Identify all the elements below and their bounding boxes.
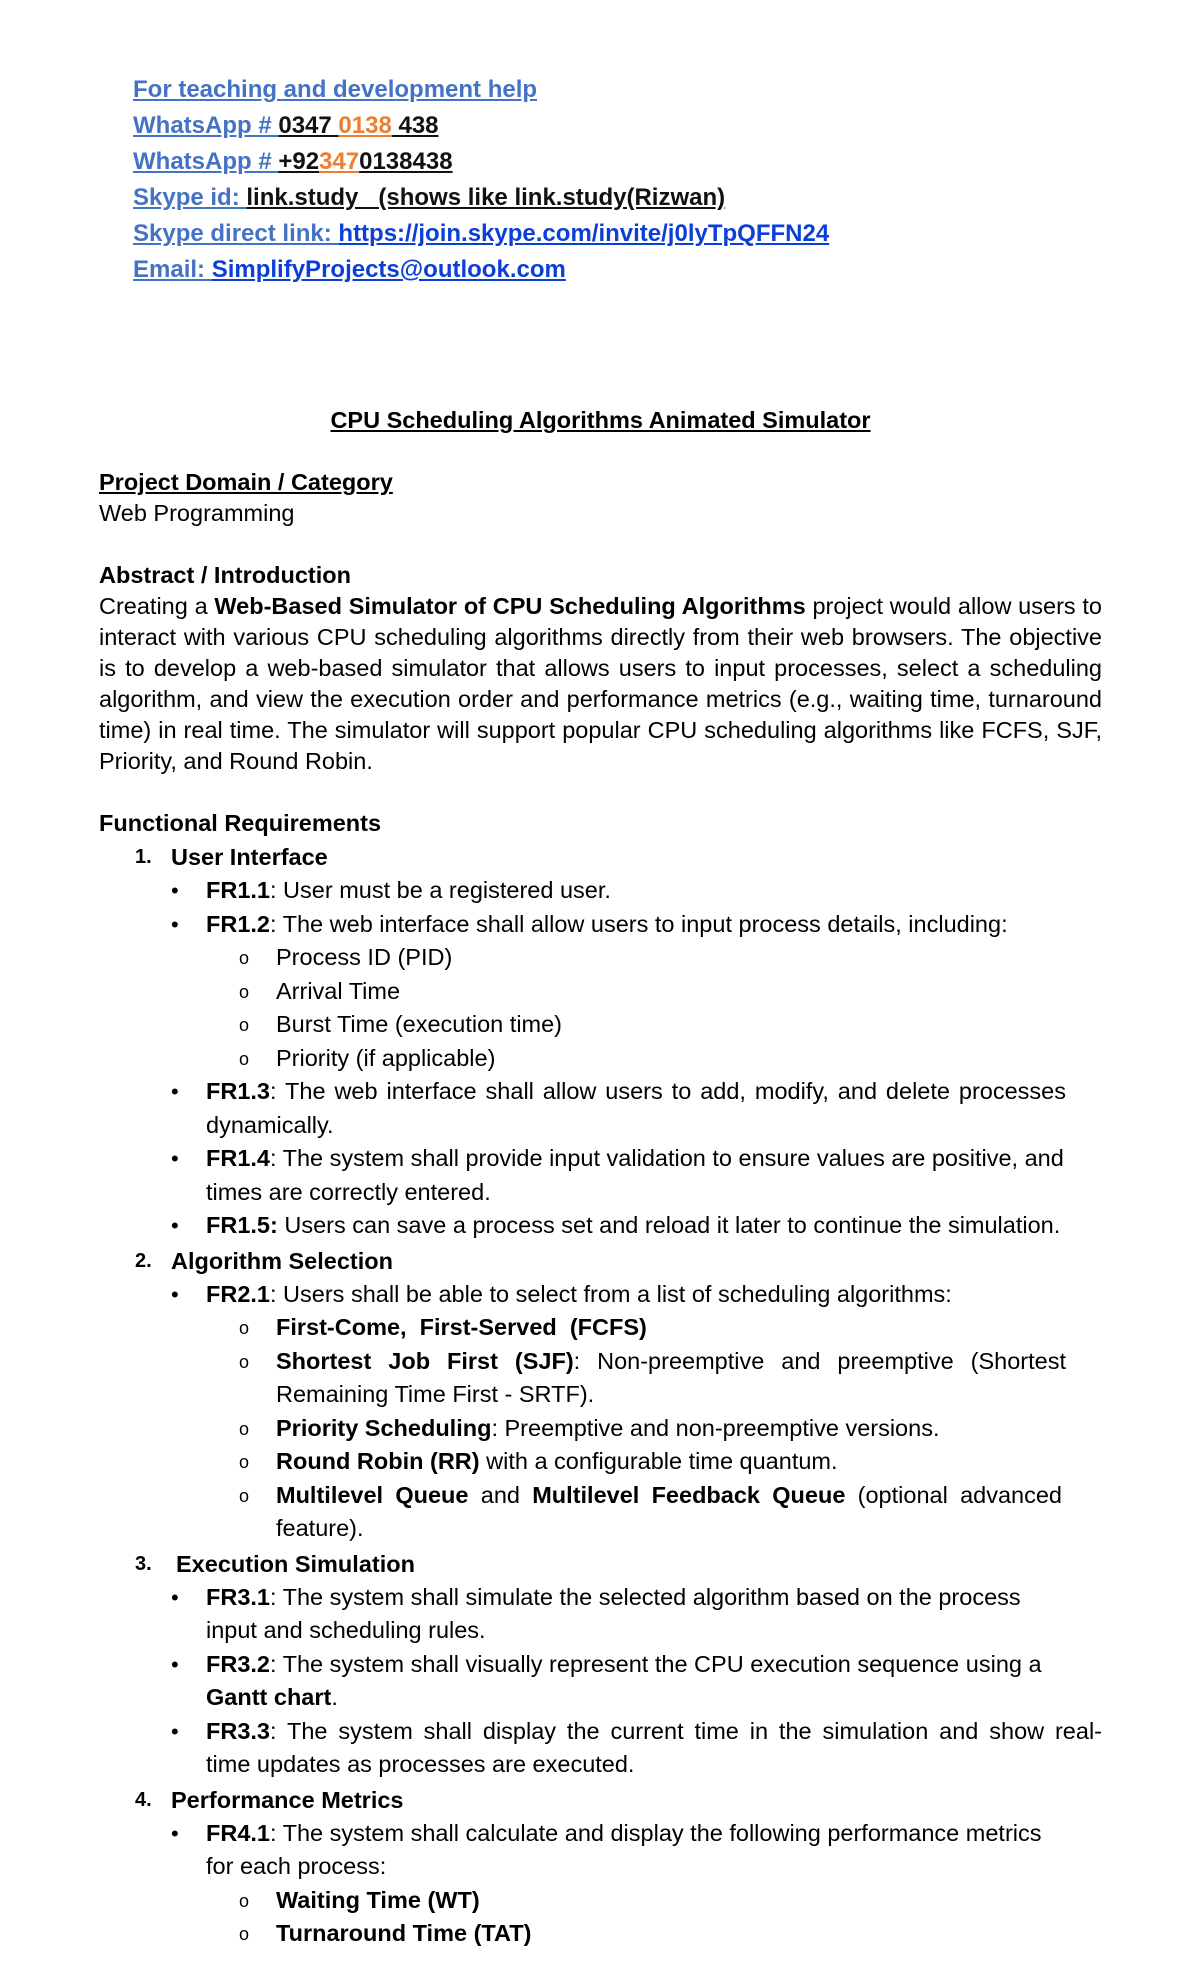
algorithm-description: (optional advanced feature).	[276, 1481, 1062, 1541]
section-title: Execution Simulation	[176, 1550, 415, 1577]
section-performance-metrics	[99, 1784, 1102, 1817]
whatsapp-number-part: 0138438	[359, 148, 453, 175]
project-domain-value: Web Programming	[99, 500, 295, 526]
skype-direct-link-line[interactable]	[133, 216, 829, 252]
requirement-id: FR1.2	[206, 910, 270, 937]
list-item	[99, 941, 1102, 975]
circle-bullet-icon: o	[239, 1485, 250, 1506]
metric-name: Turnaround Time (TAT)	[276, 1920, 532, 1946]
email-label: Email:	[133, 256, 212, 283]
algorithm-name: Multilevel Feedback Queue	[532, 1481, 846, 1508]
algorithm-multilevel	[99, 1479, 1102, 1546]
bullet-icon: •	[171, 1281, 179, 1307]
teaching-help-link[interactable]: For teaching and development help	[133, 76, 538, 103]
whatsapp-line-1[interactable]	[133, 108, 829, 144]
skype-id-value: link.study (shows like link.study(Rizwan)	[246, 184, 726, 211]
algorithm-priority	[99, 1412, 1102, 1446]
bullet-icon: •	[171, 1079, 179, 1104]
requirement-id: FR1.5:	[206, 1212, 278, 1238]
bullet-icon: •	[171, 1213, 179, 1238]
requirement-fr1-5	[99, 1209, 1102, 1243]
abstract-emphasis: Web-Based Simulator of CPU Scheduling Algorithms	[214, 593, 806, 619]
functional-requirements-heading: Functional Requirements	[99, 810, 382, 836]
whatsapp-number-part: 0138	[338, 112, 392, 139]
bullet-icon: •	[171, 1820, 179, 1846]
requirement-fr3-3	[99, 1715, 1116, 1782]
circle-bullet-icon: o	[239, 1890, 250, 1911]
requirement-id: FR1.3	[206, 1078, 270, 1104]
requirement-fr3-2	[99, 1648, 1102, 1715]
section-number: 4.	[135, 1788, 152, 1811]
skype-direct-link[interactable]: https://join.skype.com/invite/j0lyTpQFFN24	[338, 220, 830, 247]
section-title: User Interface	[171, 844, 328, 870]
metric-turnaround-time	[99, 1917, 1102, 1951]
section-number: 1.	[135, 846, 152, 868]
list-item-text: Process ID (PID)	[276, 944, 453, 970]
algorithm-description: : Preemptive and non-preemptive versions.	[491, 1414, 940, 1441]
section-title: Algorithm Selection	[171, 1247, 393, 1274]
skype-id-line[interactable]	[133, 180, 829, 216]
algorithm-description: with a configurable time quantum.	[479, 1448, 838, 1474]
circle-bullet-icon: o	[239, 1418, 250, 1439]
requirement-text: : The web interface shall allow users to add, modify, and delete processes dynamically.	[206, 1078, 1066, 1138]
algorithm-connector: and	[468, 1481, 533, 1508]
requirement-fr4-1	[99, 1817, 1102, 1884]
skype-id-label: Skype id:	[133, 184, 247, 211]
algorithm-round-robin	[99, 1445, 1102, 1479]
abstract-text: Creating a	[99, 593, 215, 619]
abstract-paragraph	[99, 591, 1102, 777]
requirement-id: FR3.3	[206, 1717, 270, 1744]
contact-help-line[interactable]	[133, 72, 829, 108]
email-link[interactable]: SimplifyProjects@outlook.com	[211, 256, 566, 283]
contact-block	[133, 72, 829, 288]
section-number: 2.	[135, 1249, 152, 1272]
list-item-text: Priority (if applicable)	[276, 1044, 496, 1071]
email-line[interactable]	[133, 252, 829, 288]
whatsapp-number-part: 347	[319, 148, 360, 175]
algorithm-name: Round Robin (RR)	[276, 1448, 480, 1474]
whatsapp-number-part: 0347	[278, 112, 339, 139]
requirement-text: Users can save a process set and reload it later to continue the simulation.	[277, 1212, 1061, 1238]
requirement-text: : The system shall provide input validation to ensure values are positive, and times are correctly entered.	[206, 1145, 1064, 1205]
circle-bullet-icon: o	[239, 981, 250, 1002]
requirement-id: FR3.2	[206, 1650, 270, 1677]
metric-name: Waiting Time (WT)	[276, 1886, 480, 1913]
requirement-fr2-1	[99, 1278, 1102, 1312]
requirement-fr1-4	[99, 1142, 1102, 1209]
requirement-text: : Users shall be able to select from a list of scheduling algorithms:	[270, 1280, 952, 1307]
requirement-id: FR1.1	[206, 877, 270, 903]
project-domain-heading: Project Domain / Category	[99, 469, 393, 495]
requirement-fr1-2	[99, 908, 1102, 942]
requirement-text: : User must be a registered user.	[270, 877, 611, 903]
bullet-icon: •	[171, 878, 179, 903]
metric-waiting-time	[99, 1884, 1102, 1918]
section-title: Performance Metrics	[171, 1786, 404, 1813]
bullet-icon: •	[171, 1718, 179, 1744]
bullet-icon: •	[171, 1651, 179, 1677]
whatsapp-label: WhatsApp #	[133, 112, 279, 139]
whatsapp-number-part: +92	[278, 148, 320, 175]
document-body	[99, 405, 1116, 1951]
list-item-text: Burst Time (execution time)	[276, 1011, 563, 1037]
requirement-text: : The system shall simulate the selected algorithm based on the process input and scheduling rules.	[206, 1583, 1021, 1643]
requirement-text: : The system shall calculate and display the following performance metrics for each process:	[206, 1819, 1042, 1879]
requirement-fr1-3	[99, 1075, 1102, 1142]
section-algorithm-selection	[99, 1245, 1102, 1278]
algorithm-fcfs	[99, 1311, 1102, 1345]
requirement-text: : The system shall display the current time in the simulation and show real- time updates as processes are executed.	[206, 1717, 1116, 1777]
bullet-icon: •	[171, 1584, 179, 1610]
list-item-text: Arrival Time	[276, 977, 401, 1004]
circle-bullet-icon: o	[239, 1318, 250, 1338]
requirement-text: .	[331, 1684, 338, 1710]
section-execution-simulation	[99, 1548, 1102, 1581]
requirement-fr1-1	[99, 874, 1102, 908]
requirement-fr3-1	[99, 1581, 1102, 1648]
circle-bullet-icon: o	[239, 1048, 250, 1069]
list-item	[99, 1042, 1102, 1076]
algorithm-name: Shortest Job First (SJF)	[276, 1347, 574, 1374]
bullet-icon: •	[171, 1146, 179, 1171]
whatsapp-number-part: 438	[391, 112, 439, 139]
circle-bullet-icon: o	[239, 1351, 250, 1372]
requirement-text: : The web interface shall allow users to input process details, including:	[270, 910, 1008, 937]
circle-bullet-icon: o	[239, 1015, 250, 1035]
algorithm-name: Multilevel Queue	[276, 1481, 469, 1508]
requirement-id: FR4.1	[206, 1819, 270, 1846]
list-item	[99, 975, 1102, 1009]
section-user-interface	[99, 841, 1102, 874]
abstract-text: project would allow users to interact with various CPU scheduling algorithms directly from their web browsers. The objective is to develop a web-based simulator that allows users to input processes, select a scheduling algorithm, and view the execution order and performance metrics (e.g., waiting time, turnaround time) in real time. The simulator will support popular CPU scheduling algorithms like FCFS, SJF, Priority, and Round Robin.	[99, 593, 1102, 774]
algorithm-sjf	[99, 1345, 1102, 1412]
abstract-heading: Abstract / Introduction	[99, 562, 351, 588]
circle-bullet-icon: o	[239, 1924, 250, 1944]
algorithm-name: First-Come, First-Served (FCFS)	[276, 1314, 647, 1340]
list-item	[99, 1008, 1102, 1042]
bullet-icon: •	[171, 911, 179, 937]
requirement-id: FR2.1	[206, 1280, 270, 1307]
circle-bullet-icon: o	[239, 1452, 250, 1472]
circle-bullet-icon: o	[239, 948, 250, 968]
requirement-id: FR3.1	[206, 1583, 270, 1610]
document-title: CPU Scheduling Algorithms Animated Simulator	[330, 407, 871, 433]
requirement-id: FR1.4	[206, 1145, 270, 1171]
algorithm-description: : Non-preemptive and preemptive (Shortest Remaining Time First - SRTF).	[276, 1347, 1066, 1407]
whatsapp-label: WhatsApp #	[133, 148, 279, 175]
whatsapp-line-2[interactable]	[133, 144, 829, 180]
requirement-emphasis: Gantt chart	[206, 1684, 332, 1710]
skype-link-label: Skype direct link:	[133, 220, 339, 247]
requirement-text: : The system shall visually represent the CPU execution sequence using a	[270, 1650, 1042, 1677]
algorithm-name: Priority Scheduling	[276, 1414, 492, 1441]
section-number: 3.	[135, 1552, 152, 1575]
